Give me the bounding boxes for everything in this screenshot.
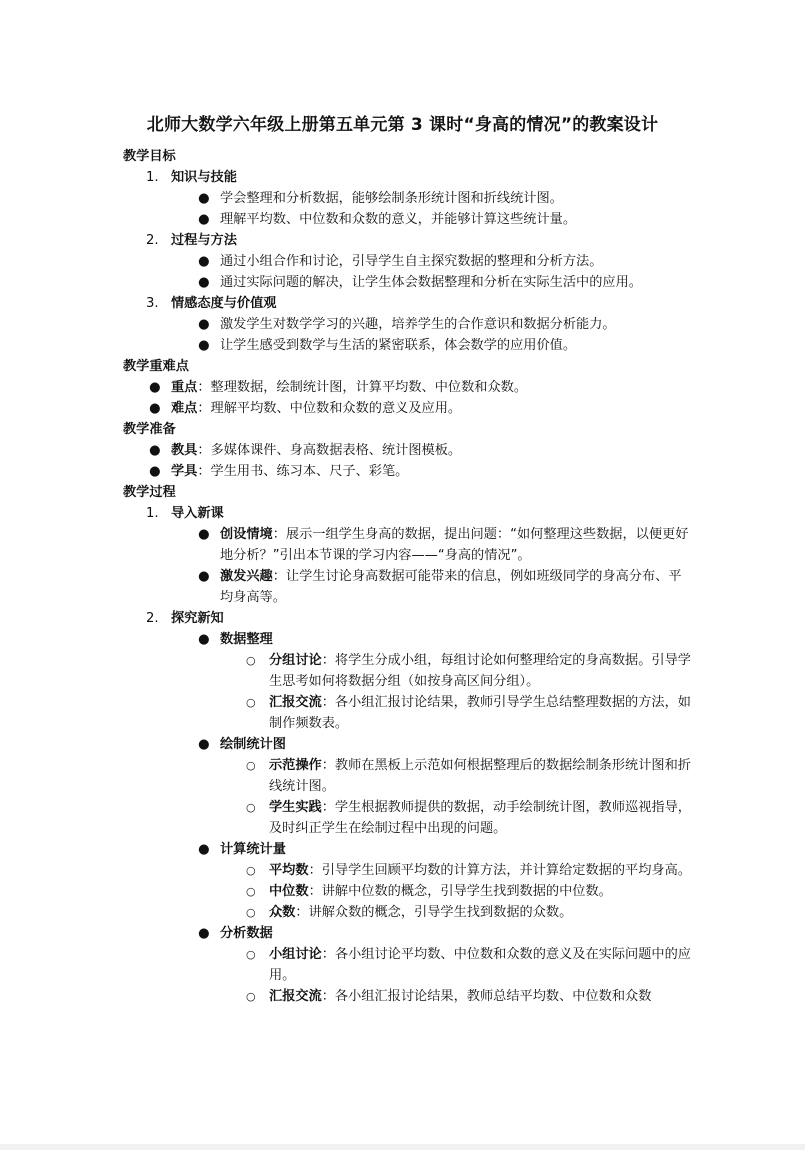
bullet-label: 学具	[171, 464, 198, 479]
sub-label: 学生实践	[269, 800, 322, 815]
bullet-label: 教具	[171, 443, 198, 458]
circle-bullet-icon: ○	[246, 864, 256, 877]
bullet-item	[123, 566, 693, 608]
bullet-item	[123, 251, 693, 272]
bullet-dot-icon: ●	[198, 191, 210, 206]
bullet-dot-icon: ●	[198, 275, 210, 290]
group-item	[123, 923, 693, 944]
group-label: 计算统计量	[220, 842, 286, 857]
sub-text: ：教师在黑板上示范如何根据整理后的数据绘制条形统计图和折线统计图。	[269, 758, 691, 794]
sub-text: ：将学生分成小组，每组讨论如何整理给定的身高数据。引导学生思考如何将数据分组（如按身高区间分组）。	[269, 653, 691, 689]
preparation-list	[123, 440, 693, 482]
sub-label: 汇报交流	[269, 695, 322, 710]
bullet-text: ：展示一组学生身高的数据，提出问题：“如何整理这些数据，以便更好地分析？”引出本节课的学习内容——“身高的情况”。	[220, 527, 689, 563]
process-list	[123, 503, 693, 1007]
bullet-text: 让学生感受到数学与生活的紧密联系，体会数学的应用价值。	[220, 338, 577, 353]
bullet-text: ：整理数据，绘制统计图，计算平均数、中位数和众数。	[197, 380, 528, 395]
sub-item	[123, 986, 693, 1007]
document-body	[123, 146, 693, 1007]
circle-bullet-icon: ○	[246, 759, 256, 772]
group-item	[123, 629, 693, 650]
bullet-dot-icon: ●	[198, 254, 210, 269]
sub-text: ：引导学生回顾平均数的计算方法，并计算给定数据的平均身高。	[308, 863, 691, 878]
list-number: 2.	[146, 611, 159, 626]
sub-item	[123, 692, 693, 734]
list-number: 1.	[146, 506, 159, 521]
objective-label: 过程与方法	[171, 233, 237, 248]
bullet-text: 理解平均数、中位数和众数的意义，并能够计算这些统计量。	[220, 212, 577, 227]
sub-text: ：学生根据教师提供的数据，动手绘制统计图，教师巡视指导，及时纠正学生在绘制过程中出现的问题。	[269, 800, 691, 836]
bullet-text: 通过实际问题的解决，让学生体会数据整理和分析在实际生活中的应用。	[220, 275, 642, 290]
bullet-text: 通过小组合作和讨论，引导学生自主探究数据的整理和分析方法。	[220, 254, 603, 269]
bullet-dot-icon: ●	[198, 569, 210, 584]
sub-item	[123, 650, 693, 692]
bullet-dot-icon: ●	[198, 737, 210, 752]
sub-label: 中位数	[269, 884, 309, 899]
circle-bullet-icon: ○	[246, 948, 256, 961]
sub-text: ：讲解中位数的概念，引导学生找到数据的中位数。	[308, 884, 612, 899]
section-heading-preparation: 教学准备	[123, 422, 176, 437]
bullet-label: 重点	[171, 380, 198, 395]
objective-label: 知识与技能	[171, 170, 237, 185]
sub-text: ：讲解众数的概念，引导学生找到数据的众数。	[295, 905, 573, 920]
sub-text: ：各小组讨论平均数、中位数和众数的意义及在实际问题中的应用。	[269, 947, 691, 983]
bullet-dot-icon: ●	[198, 338, 210, 353]
process-label: 导入新课	[171, 506, 224, 521]
bullet-dot-icon: ●	[198, 212, 210, 227]
bullet-text: ：多媒体课件、身高数据表格、统计图模板。	[197, 443, 462, 458]
objectives-list	[123, 167, 693, 356]
circle-bullet-icon: ○	[246, 696, 256, 709]
objective-item	[123, 167, 693, 188]
group-label: 数据整理	[220, 632, 273, 647]
bullet-item	[123, 314, 693, 335]
sub-label: 分组讨论	[269, 653, 322, 668]
sub-text: ：各小组汇报讨论结果，教师引导学生总结整理数据的方法，如制作频数表。	[269, 695, 691, 731]
bullet-item	[123, 188, 693, 209]
circle-bullet-icon: ○	[246, 990, 256, 1003]
bullet-label: 激发兴趣	[220, 569, 273, 584]
group-label: 绘制统计图	[220, 737, 286, 752]
bullet-dot-icon: ●	[198, 926, 210, 941]
objective-item	[123, 230, 693, 251]
circle-bullet-icon: ○	[246, 801, 256, 814]
group-item	[123, 734, 693, 755]
list-number: 1.	[146, 170, 159, 185]
sub-label: 众数	[269, 905, 296, 920]
section-heading-objectives: 教学目标	[123, 149, 176, 164]
bullet-label: 创设情境	[220, 527, 273, 542]
bullet-dot-icon: ●	[149, 443, 161, 458]
process-label: 探究新知	[171, 611, 224, 626]
bullet-dot-icon: ●	[198, 842, 210, 857]
bullet-dot-icon: ●	[149, 380, 161, 395]
sub-item	[123, 797, 693, 839]
sub-item	[123, 860, 693, 881]
process-item	[123, 503, 693, 524]
bullet-item	[123, 398, 693, 419]
bullet-label: 难点	[171, 401, 198, 416]
bullet-dot-icon: ●	[198, 317, 210, 332]
sub-item	[123, 755, 693, 797]
page-bottom-edge	[0, 1144, 805, 1150]
bullet-item	[123, 524, 693, 566]
sub-item	[123, 944, 693, 986]
process-item	[123, 608, 693, 629]
circle-bullet-icon: ○	[246, 885, 256, 898]
sub-label: 平均数	[269, 863, 309, 878]
sub-item	[123, 881, 693, 902]
group-label: 分析数据	[220, 926, 273, 941]
section-heading-process: 教学过程	[123, 485, 176, 500]
bullet-item	[123, 440, 693, 461]
circle-bullet-icon: ○	[246, 654, 256, 667]
bullet-item	[123, 272, 693, 293]
bullet-dot-icon: ●	[149, 464, 161, 479]
bullet-dot-icon: ●	[149, 401, 161, 416]
sub-item	[123, 902, 693, 923]
bullet-item	[123, 377, 693, 398]
list-number: 3.	[146, 296, 159, 311]
document-title: 北师大数学六年级上册第五单元第 3 课时“身高的情况”的教案设计	[146, 115, 659, 135]
bullet-text: ：让学生讨论身高数据可能带来的信息，例如班级同学的身高分布、平均身高等。	[220, 569, 682, 605]
circle-bullet-icon: ○	[246, 906, 256, 919]
bullet-item	[123, 335, 693, 356]
bullet-item	[123, 209, 693, 230]
key-points-list	[123, 377, 693, 419]
bullet-item	[123, 461, 693, 482]
sub-label: 小组讨论	[269, 947, 322, 962]
objective-label: 情感态度与价值观	[171, 296, 277, 311]
list-number: 2.	[146, 233, 159, 248]
sub-label: 示范操作	[269, 758, 322, 773]
sub-text: ：各小组汇报讨论结果，教师总结平均数、中位数和众数	[321, 989, 652, 1004]
bullet-text: ：理解平均数、中位数和众数的意义及应用。	[197, 401, 462, 416]
bullet-text: ：学生用书、练习本、尺子、彩笔。	[197, 464, 409, 479]
bullet-dot-icon: ●	[198, 527, 210, 542]
bullet-text: 学会整理和分析数据，能够绘制条形统计图和折线统计图。	[220, 191, 563, 206]
group-item	[123, 839, 693, 860]
sub-label: 汇报交流	[269, 989, 322, 1004]
bullet-text: 激发学生对数学学习的兴趣，培养学生的合作意识和数据分析能力。	[220, 317, 616, 332]
objective-item	[123, 293, 693, 314]
section-heading-key-points: 教学重难点	[123, 359, 189, 374]
bullet-dot-icon: ●	[198, 632, 210, 647]
